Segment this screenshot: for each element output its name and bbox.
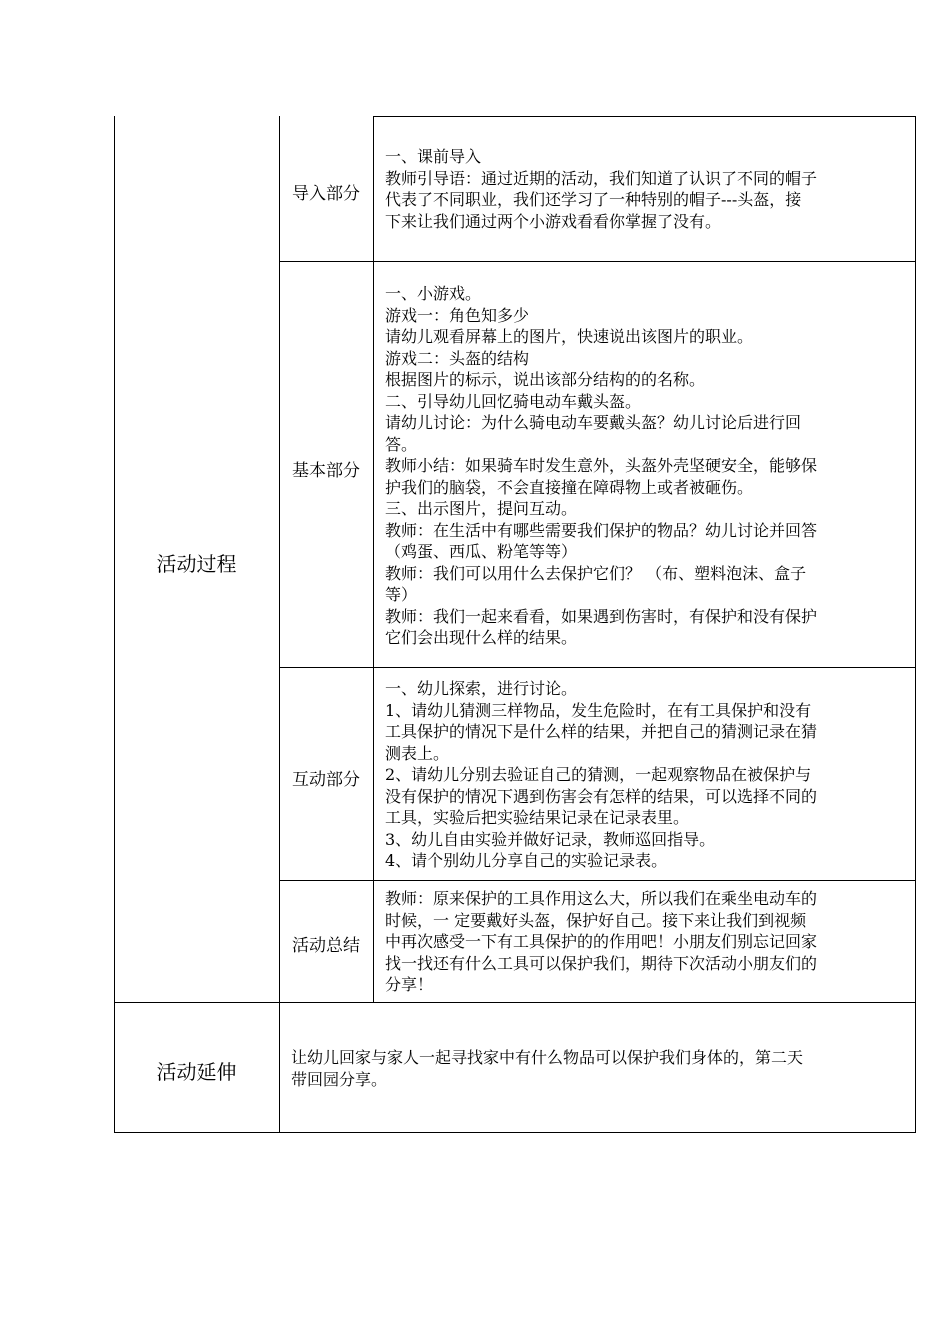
text-line: 等） bbox=[385, 585, 418, 604]
row-divider-3 bbox=[279, 880, 916, 881]
text-line: 时候，一 定要戴好头盔，保护好自己。接下来让我们到视频 bbox=[385, 910, 807, 930]
row-divider-1 bbox=[279, 261, 916, 262]
text-line: 教师：在生活中有哪些需要我们保护的物品？幼儿讨论并回答 bbox=[385, 520, 818, 540]
text-line: 请幼儿讨论：为什么骑电动车要戴头盔？幼儿讨论后进行回 bbox=[385, 413, 802, 432]
text-line: 4、请个别幼儿分享自己的实验记录表。 bbox=[385, 851, 668, 870]
text-line: 工具，实验后把实验结果记录在记录表里。 bbox=[385, 808, 690, 827]
row-divider-2 bbox=[279, 667, 916, 668]
table-divider-col1 bbox=[279, 116, 280, 1133]
row-label-summary: 活动总结 bbox=[292, 936, 360, 956]
section-title-process: 活动过程 bbox=[156, 552, 237, 576]
text-line: 二、引导幼儿回忆骑电动车戴头盔。 bbox=[385, 391, 642, 411]
text-line: 答。 bbox=[385, 434, 418, 454]
text-line: 它们会出现什么样的结果。 bbox=[385, 628, 578, 647]
row-top-border bbox=[373, 116, 916, 117]
table-bottom-border bbox=[114, 1132, 916, 1133]
text-line: 一、小游戏。 bbox=[385, 284, 482, 303]
text-line: 游戏二：头盔的结构 bbox=[385, 348, 530, 368]
row-label-intro: 导入部分 bbox=[292, 184, 360, 204]
text-line: 教师：原来保护的工具作用这么大，所以我们在乘坐电动车的 bbox=[385, 889, 818, 908]
text-line: 让幼儿回家与家人一起寻找家中有什么物品可以保护我们身体的，第二天 bbox=[291, 1048, 804, 1067]
text-line: 3、幼儿自由实验并做好记录，教师巡回指导。 bbox=[385, 829, 716, 849]
cell-content-extension bbox=[291, 1047, 803, 1090]
table-right-border bbox=[915, 116, 916, 1133]
text-line: 教师引导语：通过近期的活动，我们知道了认识了不同的帽子 bbox=[385, 168, 818, 188]
text-line: 教师：我们可以用什么去保护它们？ （布、塑料泡沫、盒子 bbox=[385, 563, 807, 583]
text-line: 分享！ bbox=[385, 975, 434, 994]
section-divider bbox=[114, 1002, 916, 1003]
text-line: 三、出示图片，提问互动。 bbox=[385, 499, 578, 518]
text-line: 一、课前导入 bbox=[385, 147, 482, 166]
text-line: 1、请幼儿猜测三样物品，发生危险时，在有工具保护和没有 bbox=[385, 700, 812, 720]
text-line: （鸡蛋、西瓜、粉笔等等） bbox=[385, 542, 578, 561]
text-line: 请幼儿观看屏幕上的图片，快速说出该图片的职业。 bbox=[385, 327, 754, 346]
cell-content-basic bbox=[385, 283, 817, 649]
text-line: 代表了不同职业，我们还学习了一种特别的帽子---头盔，接 bbox=[385, 190, 802, 209]
text-line: 找一找还有什么工具可以保护我们，期待下次活动小朋友们的 bbox=[385, 953, 818, 973]
cell-content-interactive bbox=[385, 678, 817, 872]
text-line: 2、请幼儿分别去验证自己的猜测，一起观察物品在被保护与 bbox=[385, 765, 812, 784]
table-divider-col2 bbox=[373, 116, 374, 1002]
text-line: 教师小结：如果骑车时发生意外，头盔外壳坚硬安全，能够保 bbox=[385, 456, 818, 475]
cell-content-intro bbox=[385, 146, 817, 232]
text-line: 根据图片的标示，说出该部分结构的的名称。 bbox=[385, 370, 706, 389]
text-line: 中再次感受一下有工具保护的的作用吧！小朋友们别忘记回家 bbox=[385, 932, 818, 951]
text-line: 下来让我们通过两个小游戏看看你掌握了没有。 bbox=[385, 211, 722, 231]
cell-content-summary bbox=[385, 888, 817, 996]
table-left-border bbox=[114, 116, 115, 1133]
text-line: 一、幼儿探索，进行讨论。 bbox=[385, 679, 578, 698]
text-line: 测表上。 bbox=[385, 743, 450, 763]
text-line: 工具保护的情况下是什么样的结果，并把自己的猜测记录在猜 bbox=[385, 722, 818, 741]
text-line: 教师：我们一起来看看，如果遇到伤害时，有保护和没有保护 bbox=[385, 606, 818, 626]
section-title-extension: 活动延伸 bbox=[156, 1060, 237, 1084]
text-line: 护我们的脑袋，不会直接撞在障碍物上或者被砸伤。 bbox=[385, 477, 754, 497]
text-line: 游戏一：角色知多少 bbox=[385, 305, 530, 325]
row-label-basic: 基本部分 bbox=[292, 461, 360, 481]
text-line: 带回园分享。 bbox=[291, 1069, 388, 1089]
row-label-interactive: 互动部分 bbox=[292, 770, 360, 790]
text-line: 没有保护的情况下遇到伤害会有怎样的结果，可以选择不同的 bbox=[385, 786, 818, 806]
